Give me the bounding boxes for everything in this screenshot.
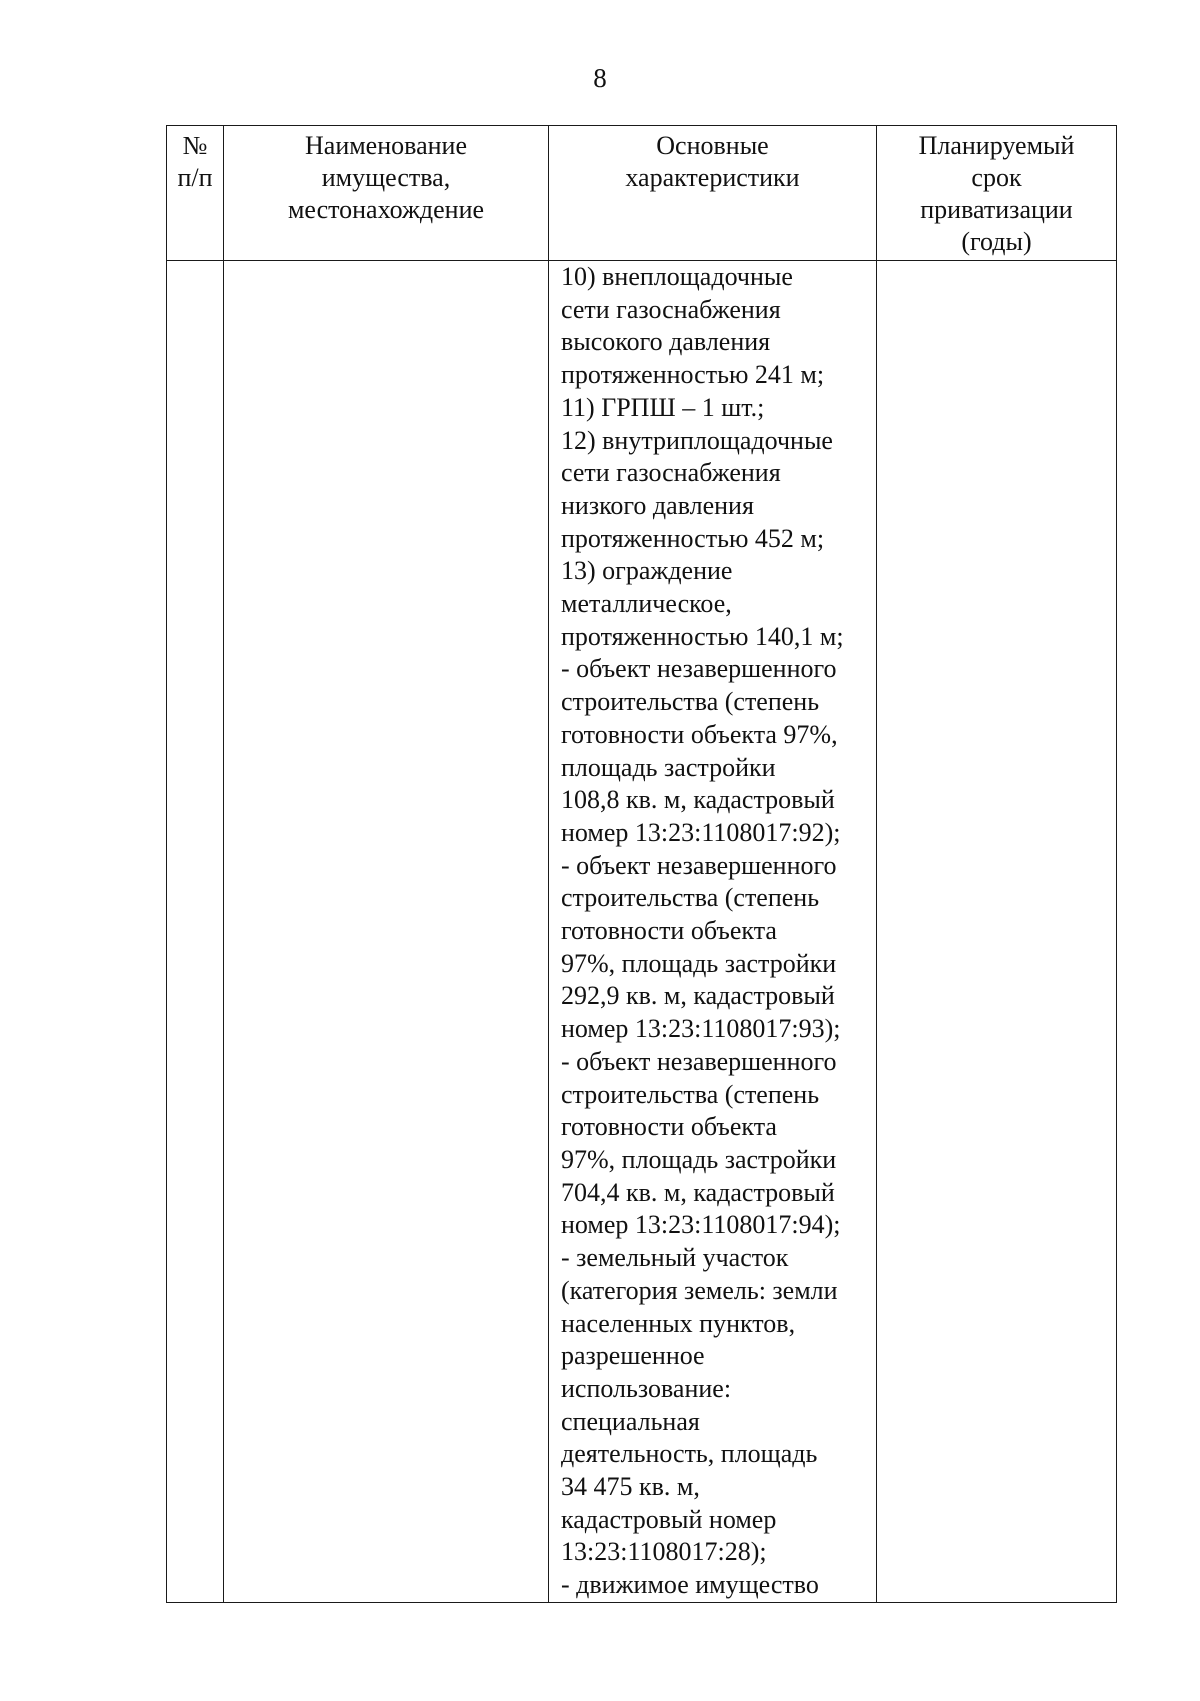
characteristics-line: номер 13:23:1108017:93); xyxy=(561,1014,841,1044)
characteristics-line: разрешенное xyxy=(561,1341,705,1371)
characteristics-line: готовности объекта xyxy=(561,916,777,946)
header-num xyxy=(167,126,224,261)
characteristics-line: 292,9 кв. м, кадастровый xyxy=(561,981,835,1011)
header-characteristics-line: характеристики xyxy=(625,163,800,192)
characteristics-line: строительства (степень xyxy=(561,883,820,913)
characteristics-line: строительства (степень xyxy=(561,1079,820,1109)
characteristics-line: - объект незавершенного xyxy=(561,1046,837,1076)
cell-characteristics xyxy=(549,261,877,1603)
characteristics-line: - земельный участок xyxy=(561,1243,789,1273)
characteristics-line: 10) внеплощадочные xyxy=(561,262,793,291)
characteristics-line: 108,8 кв. м, кадастровый xyxy=(561,785,835,815)
characteristics-line: населенных пунктов, xyxy=(561,1308,796,1338)
characteristics-line: сети газоснабжения xyxy=(561,294,781,324)
table-row xyxy=(167,261,1117,1603)
characteristics-line: протяженностью 140,1 м; xyxy=(561,621,844,651)
characteristics-line: металлическое, xyxy=(561,589,732,619)
characteristics-line: протяженностью 241 м; xyxy=(561,360,825,390)
characteristics-line: готовности объекта xyxy=(561,1112,777,1142)
characteristics-list xyxy=(549,261,876,1602)
header-characteristics xyxy=(549,126,877,261)
characteristics-line: специальная xyxy=(561,1406,700,1436)
page-number: 8 xyxy=(593,63,607,93)
characteristics-line: номер 13:23:1108017:92); xyxy=(561,817,841,847)
header-name-line: имущества, xyxy=(321,163,451,192)
characteristics-line: 704,4 кв. м, кадастровый xyxy=(561,1177,835,1207)
header-name xyxy=(224,126,549,261)
characteristics-line: 13:23:1108017:28); xyxy=(561,1537,767,1567)
characteristics-line: - объект незавершенного xyxy=(561,850,837,880)
characteristics-line: сети газоснабжения xyxy=(561,458,781,488)
characteristics-line: 13) ограждение xyxy=(561,556,733,586)
privatization-table xyxy=(166,125,1117,1603)
characteristics-line: - объект незавершенного xyxy=(561,654,837,684)
characteristics-line: высокого давления xyxy=(561,327,771,357)
header-name-line: местонахождение xyxy=(287,195,485,224)
header-term xyxy=(877,126,1117,261)
characteristics-line: 11) ГРПШ – 1 шт.; xyxy=(561,392,765,422)
characteristics-line: номер 13:23:1108017:94); xyxy=(561,1210,841,1240)
characteristics-line: 97%, площадь застройки xyxy=(561,1144,837,1174)
header-num-line: № xyxy=(182,131,208,160)
cell-num xyxy=(167,261,224,1603)
header-characteristics-line: Основные xyxy=(656,131,769,160)
header-term-line: (годы) xyxy=(961,227,1032,256)
cell-term xyxy=(877,261,1117,1603)
table-header-row xyxy=(167,126,1117,261)
header-num-line: п/п xyxy=(177,163,213,192)
characteristics-line: деятельность, площадь xyxy=(561,1439,818,1469)
header-term-line: Планируемый xyxy=(918,131,1075,160)
characteristics-line: 34 475 кв. м, xyxy=(561,1472,700,1502)
header-name-line: Наименование xyxy=(305,131,467,160)
characteristics-line: (категория земель: земли xyxy=(561,1275,838,1305)
characteristics-line: строительства (степень xyxy=(561,687,820,717)
characteristics-line: площадь застройки xyxy=(561,752,776,782)
characteristics-line: кадастровый номер xyxy=(561,1504,777,1534)
header-term-line: приватизации xyxy=(920,195,1073,224)
characteristics-line: низкого давления xyxy=(561,490,754,520)
characteristics-line: использование: xyxy=(561,1373,732,1403)
characteristics-line: протяженностью 452 м; xyxy=(561,523,825,553)
cell-name xyxy=(224,261,549,1603)
characteristics-line: готовности объекта 97%, xyxy=(561,719,838,749)
characteristics-line: 97%, площадь застройки xyxy=(561,948,837,978)
header-term-line: срок xyxy=(971,163,1022,192)
characteristics-line: - движимое имущество xyxy=(561,1570,819,1600)
characteristics-line: 12) внутриплощадочные xyxy=(561,425,833,455)
